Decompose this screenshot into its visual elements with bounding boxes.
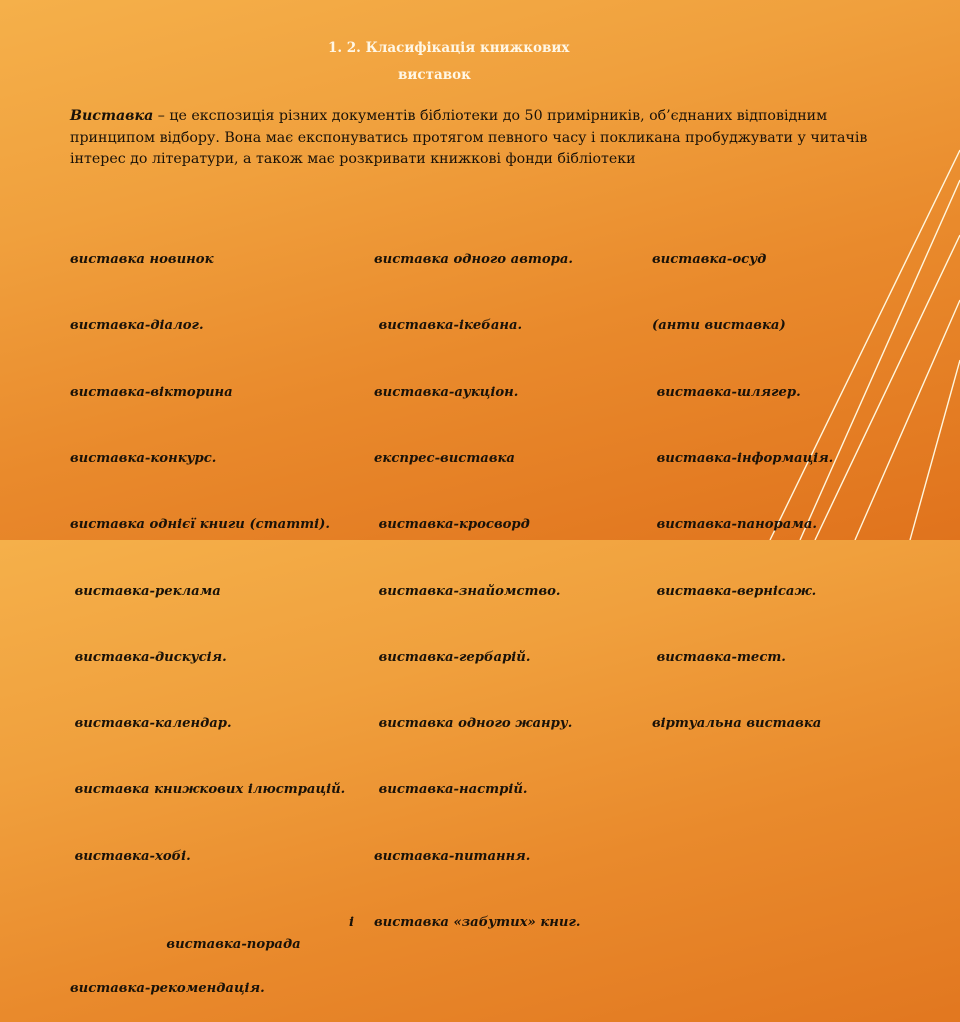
list-item: виставка новинок xyxy=(70,252,214,268)
list-item: виставка-інформація. xyxy=(652,451,834,467)
list-item: виставка-вернісаж. xyxy=(652,583,817,599)
list-item: виставка-панорама. xyxy=(652,517,817,533)
list-item: виставка-гербарій. xyxy=(374,649,531,665)
list-item: виставка книжкових ілюстрацій. xyxy=(70,782,346,798)
list-item: виставка-хобі. xyxy=(70,848,191,864)
list-item: виставка-осуд xyxy=(652,252,767,268)
list-item: виставка одного автора. xyxy=(374,252,573,268)
title-line-1: 1. 2. Класифікація книжкових xyxy=(328,40,570,56)
list-item: (анти виставка) xyxy=(652,318,786,334)
list-item: виставка-рекомендація. xyxy=(70,981,265,997)
title-line-2: виставок xyxy=(398,67,471,83)
list-item: виставка-тест. xyxy=(652,649,786,665)
list-item: виставка-настрій. xyxy=(374,782,528,798)
definition-term: Виставка xyxy=(70,108,154,124)
list-item-split xyxy=(70,912,360,953)
list-item: виставка одного жанру. xyxy=(374,716,573,732)
exhibition-types-column-3 xyxy=(652,205,852,757)
list-item: виставка-календар. xyxy=(70,716,232,732)
list-item: виставка-питання. xyxy=(374,848,531,864)
exhibition-types-column-1 xyxy=(70,205,360,1022)
definition-paragraph xyxy=(70,106,885,171)
list-item: виставка-знайомство. xyxy=(374,583,561,599)
list-item: виставка однієї книги (статті). xyxy=(70,517,330,533)
list-item: виставка «забутих» книг. xyxy=(374,915,581,930)
list-item: виставка-дискусія. xyxy=(70,649,227,665)
list-item: виставка-шлягер. xyxy=(652,384,801,400)
list-item: виставка-кросворд xyxy=(374,517,530,533)
list-item-split-right: і xyxy=(349,915,355,930)
list-item: експрес-виставка xyxy=(374,451,515,467)
list-item: виставка-вікторина xyxy=(70,384,233,400)
list-item: виставка-аукціон. xyxy=(374,384,519,400)
list-item-split-left: виставка-порада xyxy=(88,937,301,953)
list-item: виставка-ікебана. xyxy=(374,318,523,334)
list-item: виставка-реклама xyxy=(70,583,221,599)
definition-text: – це експозиція різних документів бібліотеки до 50 примірників, об’єднаних відповідним принципом відбору. Вона має експонуватись протягом певного часу і покликана пробуджувати у читачів інтерес до літератури, а також має розкривати книжкові фонди бібліотеки xyxy=(70,108,868,167)
list-item: виставка-конкурс. xyxy=(70,451,217,467)
list-item: виставка-діалог. xyxy=(70,318,204,334)
list-item: віртуальна виставка xyxy=(652,716,822,732)
exhibition-types-column-2 xyxy=(374,205,624,956)
